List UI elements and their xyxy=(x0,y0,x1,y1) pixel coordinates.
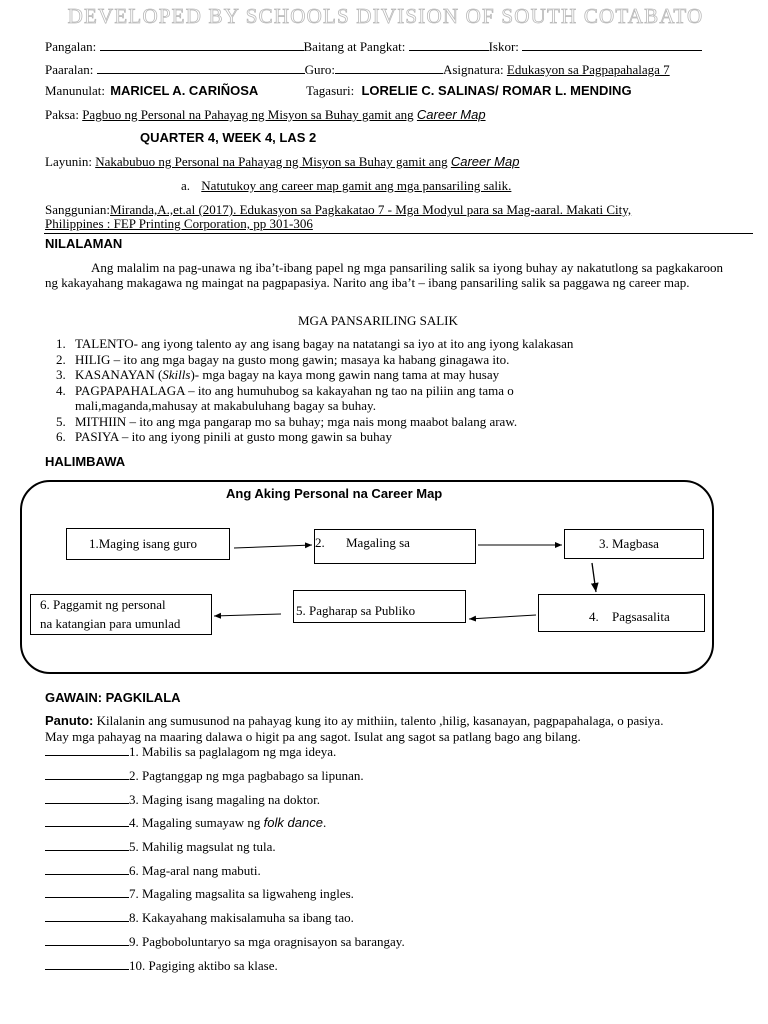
paksa-value: Pagbuo ng Personal na Pahayag ng Misyon sa Buhay gamit ang xyxy=(82,107,414,122)
nilalaman-heading: NILALAMAN xyxy=(45,236,123,251)
panuto-line2: May mga pahayag na maaring dalawa o higit pa ang sagot. Isulat ang sagot sa patlang bago ang bilang. xyxy=(45,729,581,744)
nilalaman-paragraph: Ang malalim na pag-unawa ng iba’t-ibang papel ng mga pansariling salik sa iyong buhay ay nakatutlong sa pagkakaroon ng kakayahang makagawa ng maingat na pagpapasiya. Narito ang iba’t – ibang pansariling salik sa paggawa ng career map. xyxy=(45,260,723,290)
asignatura-value: Edukasyon sa Pagpapahalaga 7 xyxy=(506,62,670,77)
answer-blank[interactable] xyxy=(45,815,129,827)
career-box-3-label: 3. Magbasa xyxy=(599,536,659,551)
list-item: 3. KASANAYAN (Skills)- mga bagay na kaya mong gawin nang tama at may husay xyxy=(69,367,689,383)
quarter-heading: QUARTER 4, WEEK 4, LAS 2 xyxy=(140,130,317,145)
list-item: 4. Magaling sumayaw ng folk dance. xyxy=(45,815,326,831)
list-item: 5. MITHIIN – ito ang mga pangarap mo sa buhay; mga nais mong maabot balang araw. xyxy=(69,414,689,430)
sanggunian-label: Sanggunian: xyxy=(45,202,110,217)
career-box-6-line1: 6. Paggamit ng personal xyxy=(40,597,166,612)
list-item: 1. TALENTO- ang iyong talento ay ang isang bagay na natatangi sa iyo at ito ang iyong kalakasan xyxy=(69,336,689,352)
layunin-italic: Career Map xyxy=(450,154,520,169)
gawain-heading: GAWAIN: PAGKILALA xyxy=(45,690,181,705)
manunulat-label: Manunulat: xyxy=(45,83,105,98)
answer-blank[interactable] xyxy=(45,886,129,898)
career-map-title: Ang Aking Personal na Career Map xyxy=(226,486,443,501)
asignatura-label: Asignatura: xyxy=(442,62,504,77)
salik-list-title: MGA PANSARILING SALIK xyxy=(298,313,458,328)
arrow-5-to-6 xyxy=(214,614,281,616)
layunin-a: Natutukoy ang career map gamit ang mga pansariling salik. xyxy=(201,178,512,193)
sanggunian-line1: Miranda,A.,et.al (2017). Edukasyon sa Pagkakatao 7 - Mga Modyul para sa Mag-aaral. Makati City, xyxy=(110,202,632,217)
arrow-3-to-4 xyxy=(592,563,596,592)
list-item: 4. PAGPAPAHALAGA – ito ang humuhubog sa kakayahan ng tao na piliin ang tama o mali,maganda,mahusay at makabuluhang bagay sa buhay. xyxy=(69,383,515,414)
iskor-label: Iskor: xyxy=(488,39,519,54)
career-box-6-line2: na katangian para umunlad xyxy=(40,616,181,631)
panuto-label: Panuto: xyxy=(45,713,94,728)
list-item: 10. Pagiging aktibo sa klase. xyxy=(45,958,278,974)
career-box-2-label: Magaling sa xyxy=(346,535,410,550)
answer-blank[interactable] xyxy=(45,934,129,946)
list-item: 8. Kakayahang makisalamuha sa ibang tao. xyxy=(45,910,354,926)
arrow-1-to-2 xyxy=(234,545,312,548)
career-box-4: 4. Pagsasalita xyxy=(538,594,705,632)
paksa-label: Paksa: xyxy=(45,107,79,122)
paaralan-label: Paaralan: xyxy=(45,62,94,77)
career-box-2: 2. Magaling sa xyxy=(314,529,476,564)
paksa-italic: Career Map xyxy=(416,107,486,122)
pangalan-label: Pangalan: xyxy=(45,39,97,54)
list-item: 7. Magaling magsalita sa ligwaheng ingles. xyxy=(45,886,354,902)
list-item: 6. Mag-aral nang mabuti. xyxy=(45,863,261,879)
list-item: 2. Pagtanggap ng mga pagbabago sa lipunan. xyxy=(45,768,364,784)
career-box-1-label: 1.Maging isang guro xyxy=(89,536,197,551)
watermark: DEVELOPED BY SCHOOLS DIVISION OF SOUTH COTABATO xyxy=(67,4,704,28)
list-item: 9. Pagboboluntaryo sa mga oragnisayon sa barangay. xyxy=(45,934,405,950)
baitang-label: Baitang at Pangkat: xyxy=(303,39,406,54)
layunin-a-marker: a. xyxy=(181,178,191,193)
guro-label: Guro: xyxy=(304,62,335,77)
halimbawa-heading: HALIMBAWA xyxy=(45,454,126,469)
tagasuri-label: Tagasuri: xyxy=(306,83,355,98)
answer-blank[interactable] xyxy=(45,839,129,851)
list-item: 5. Mahilig magsulat ng tula. xyxy=(45,839,276,855)
career-box-5-label: 5. Pagharap sa Publiko xyxy=(296,603,416,618)
list-item: 6. PASIYA – ito ang iyong pinili at gusto mong gawin sa buhay xyxy=(69,429,689,445)
layunin-value: Nakabubuo ng Personal na Pahayag ng Misyon sa Buhay gamit ang xyxy=(95,154,448,169)
layunin-label: Layunin: xyxy=(45,154,92,169)
answer-blank[interactable] xyxy=(45,863,129,875)
list-item: 2. HILIG – ito ang mga bagay na gusto mong gawin; masaya ka habang ginagawa ito. xyxy=(69,352,689,368)
career-box-4-label: Pagsasalita xyxy=(612,609,670,624)
arrow-4-to-5 xyxy=(469,615,536,619)
tagasuri-value: LORELIE C. SALINAS/ ROMAR L. MENDING xyxy=(361,83,632,98)
answer-blank[interactable] xyxy=(45,958,129,970)
panuto-line1: Panuto: Kilalanin ang sumusunod na pahayag kung ito ay mithiin, talento ,hilig, kasanayan, pagpapahalaga, o pasiya. xyxy=(45,713,664,728)
list-item: 1. Mabilis sa paglalagom ng mga ideya. xyxy=(45,744,336,760)
answer-blank[interactable] xyxy=(45,792,129,804)
answer-blank[interactable] xyxy=(45,768,129,780)
answer-blank[interactable] xyxy=(45,744,129,756)
list-item: 3. Maging isang magaling na doktor. xyxy=(45,792,320,808)
manunulat-value: MARICEL A. CARIÑOSA xyxy=(110,83,259,98)
sanggunian-line2: Philippines : FEP Printing Corporation, pp 301-306 xyxy=(45,216,313,231)
answer-blank[interactable] xyxy=(45,910,129,922)
